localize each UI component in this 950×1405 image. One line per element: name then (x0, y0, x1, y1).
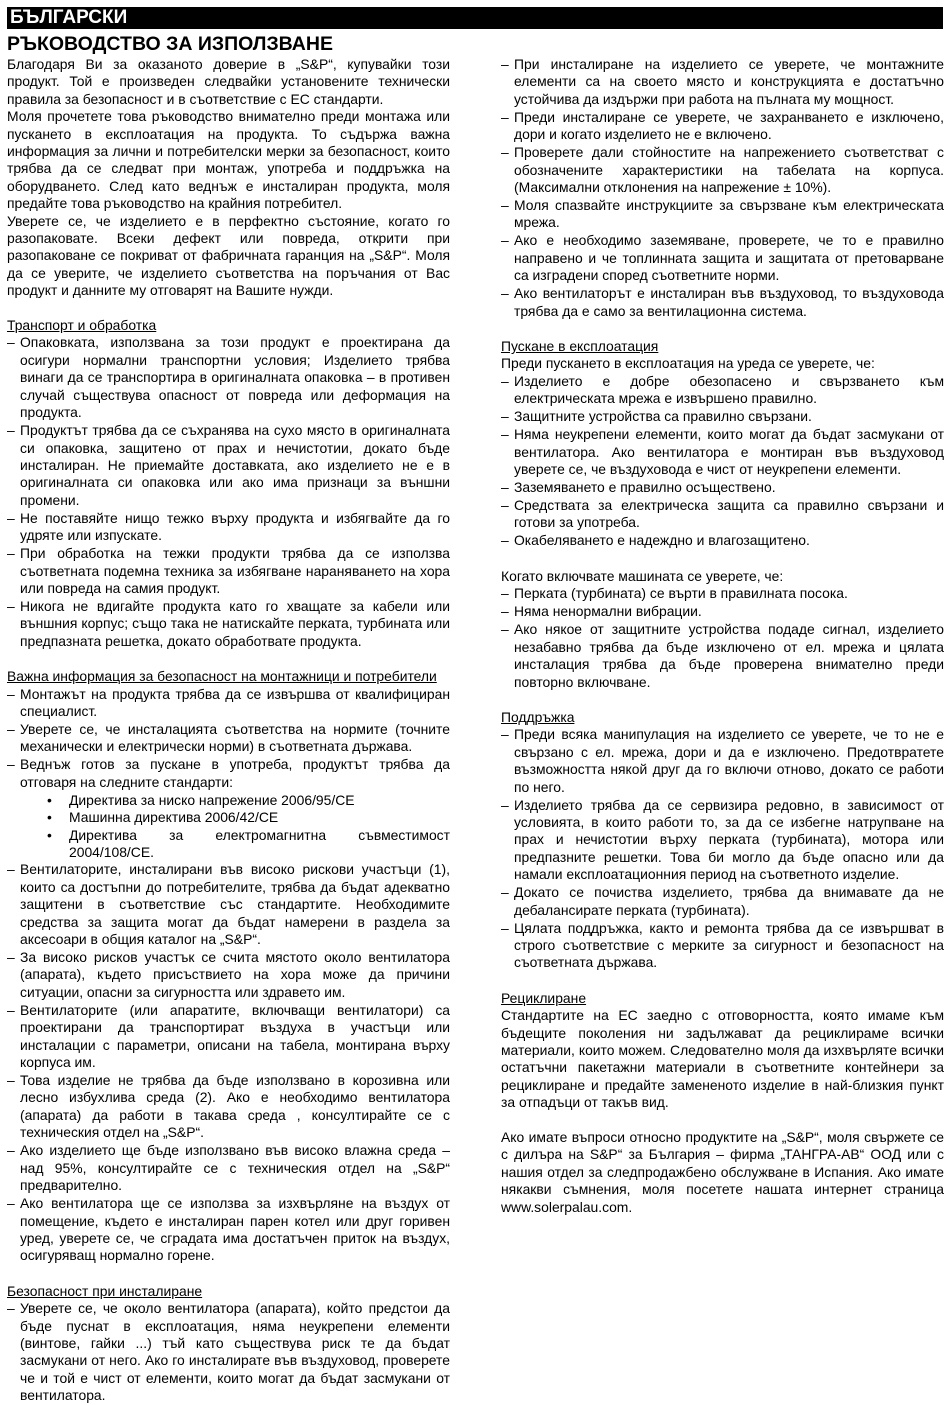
standard-item: • Машинна директива 2006/42/CE (7, 809, 450, 826)
list-item: – Опаковката, използвана за този продукт е проектирана да осигури нормални транспортни условия; Изделието трябва винаги да се транспортира в оригиналната опаковка – в противен случай съществува опасност от повреда или деформация на продукта. (7, 334, 450, 421)
list-item: – Монтажът на продукта трябва да се извършва от квалифициран специалист. (7, 686, 450, 721)
startup-list (501, 373, 944, 550)
list-item: – Веднъж готов за пускане в употреба, продуктът трябва да отговаря на следните стандарти: (7, 756, 450, 791)
list-item: – Ако е необходимо заземяване, проверете, че то е правилно направено и че топлинната защита и защитата от претоварване са изградени според съответните норми. (501, 232, 944, 284)
list-item: – Защитните устройства са правилно свързани. (501, 408, 944, 425)
page-title: РЪКОВОДСТВО ЗА ИЗПОЛЗВАНЕ (7, 33, 333, 55)
list-item: – Ако изделието ще бъде използвано във високо влажна среда – над 95%, консултирайте се с техническия отдел на „S&P“ предварително. (7, 1142, 450, 1194)
list-item: – Преди инсталиране се уверете, че захранването е изключено, дори и когато изделието не е включено. (501, 109, 944, 144)
list-item: – Вентилаторите (или апаратите, включващи вентилатори) са проектирани да транспортират въздуха в участъци или инсталации с параметри, описани на табела, монтирана върху корпуса им. (7, 1002, 450, 1072)
list-item: – Перката (турбината) се върти в правилната посока. (501, 585, 944, 602)
list-item: – Моля спазвайте инструкциите за свързване към електрическата мрежа. (501, 197, 944, 232)
list-item: – Това изделие не трябва да бъде използвано в корозивна или лесно избухлива среда (2). Ако е необходимо вентилатора (апарата) да работи в такава среда , консултирайте се с техническия отдел на „S&P“. (7, 1072, 450, 1142)
list-item: – Изделието трябва да се сервизира редовно, в зависимост от условията, в които работи то, за да се избегне натрупване на прах и нечистотии върху перката (турбината), мотора или предпазните решетки. Това би могло да бъде опасно или да намали експлоатационния период на съответното изделие. (501, 797, 944, 884)
list-item: – Няма ненормални вибрации. (501, 603, 944, 620)
list-item: – При обработка на тежки продукти трябва да се използва съответната подемна техника за избягване нараняването на хора или повреда на самия продукт. (7, 545, 450, 597)
section-heading-recycling: Рециклиране (501, 989, 587, 1006)
list-item: – Проверете дали стойностите на напрежението съответстват с обозначените характеристики на табелата на корпуса. (Максимални отклонения на напрежение ± 10%). (501, 144, 944, 196)
language-banner: БЪЛГАРСКИ (7, 7, 943, 29)
list-item: – За високо рисков участък се счита мястото около вентилатора (апарата), където присъствието на хора може да причини ситуации, опасни за сигурността или здравето им. (7, 949, 450, 1001)
list-item: – Ако вентилатора ще се използва за изхвърляне на въздух от помещение, където е инсталиран парен котел или друг горивен уред, уверете се, че сградата има достатъчен приток на въздух, осигуряващ нормално горене. (7, 1195, 450, 1265)
startup-lead-2: Когато включвате машината се уверете, че: (501, 567, 784, 584)
list-item: – При инсталиране на изделието се уверете, че монтажните елементи са на своето място и конструкцията е достатъчно устойчива да издържи при работа на пълната му мощност. (501, 56, 944, 108)
intro-paragraph: Благодаря Ви за оказаното доверие в „S&P“, купувайки този продукт. Той е произведен следвайки установените технически правила за безопасност и в съответствие с ЕС стандарти. (7, 56, 450, 107)
safety-list (7, 686, 450, 1265)
section-heading-maintenance: Поддръжка (501, 708, 575, 725)
transport-list (7, 334, 450, 650)
right-column (501, 56, 944, 1216)
intro-paragraph: Моля прочетете това ръководство внимателно преди монтажа или пускането в експлоатация на продукта. То съдържа важна информация за лични и потребителски мерки за безопасност, които трябва да се следват при монтаж, употреба и поддръжка на оборудването. След като веднъж е инсталиран продукта, моля предайте това ръководство на крайния потребител. (7, 108, 450, 212)
list-item: – Уверете се, че инсталацията съответства на нормите (точните механически и електрически норми) в съответната държава. (7, 721, 450, 756)
install-list-start (7, 1300, 450, 1404)
contact-paragraph: Ако имате въпроси относно продуктите на „S&P“, моля свържете се с дилъра на S&P“ за България – фирма „ТАНГРА-АВ“ ООД или с нашия отдел за следпродажбено обслужване в Испания. Ако имате някакви съмнения, моля посетете нашата интернет страница www.solerpalau.com. (501, 1128, 944, 1215)
section-heading-transport: Транспорт и обработка (7, 317, 157, 334)
list-item: – Заземяването е правилно осъществено. (501, 479, 944, 496)
intro-paragraph: Уверете се, че изделието е в перфектно състояние, когато го разопаковате. Всеки дефект или повреда, открити при разопаковане се покриват от фабричната гаранция на „S&P“. Моля да се уверите, че изделието съответства на поръчания от Вас продукт и данните му отговарят на Вашите нужди. (7, 212, 450, 299)
list-item: – Преди всяка манипулация на изделието се уверете, че то не е свързано с ел. мрежа, дори и да е изключено. Предотвратете възможността някой друг да го включи отново, докато се работи по него. (501, 726, 944, 796)
list-item: – Ако вентилаторът е инсталиран във въздуховод, то въздуховода трябва да е само за вентилационна система. (501, 285, 944, 320)
maintenance-list (501, 726, 944, 971)
recycling-paragraph: Стандартите на ЕС заедно с отговорността, която имаме към бъдещите поколения ни задължават да рециклираме всички материали, които можем. Следователно моля да изхвърляте всички остатъчни пакетажни материали в съответните контейнери за рециклиране и предайте замененото изделие в най-близкия пункт за отпадъци от такъв вид. (501, 1007, 944, 1111)
list-item: – Средствата за електрическа защита са правилно свързани и готови за употреба. (501, 497, 944, 532)
list-item: – Няма неукрепени елементи, които могат да бъдат засмукани от вентилатора. Ако вентилатора е монтиран във въздуховод уверете се, че въздуховода е чист от неукрепени елементи. (501, 426, 944, 478)
standard-item: • Директива за електромагнитна съвместимост 2004/108/CE. (7, 827, 450, 862)
list-item: – Продуктът трябва да се съхранява на сухо място в оригиналната си опаковка, защитено от прах и нечистотии, докато бъде инсталиран. Не приемайте доставката, ако изделието не е в оригиналната си опаковка или ако има признаци за външни промени. (7, 422, 450, 509)
section-heading-safety: Важна информация за безопасност на монтажници и потребители (7, 668, 437, 685)
section-heading-install: Безопасност при инсталиране (7, 1282, 203, 1299)
list-item: – Никога не вдигайте продукта като го хващате за кабели или външния корпус; също така не натискайте перката, турбината или предпазната решетка, докато обработвате продукта. (7, 598, 450, 650)
list-item: – Цялата поддръжка, както и ремонта трябва да се извършват в строго съответствие с мерките за сигурност и безопасност на съответната държава. (501, 920, 944, 972)
list-item: – Окабеляването е надеждно и влагозащитено. (501, 532, 944, 549)
standard-item: • Директива за ниско напрежение 2006/95/CE (7, 792, 450, 809)
list-item: – Уверете се, че около вентилатора (апарата), който предстои да бъде пуснат в експлоатация, няма неукрепени елементи (винтове, гайки ...) тъй като съществува риск те да бъдат засмукани от него. Ако го инсталирате във въздуховод, проверете че и той е чист от елементи, които могат да бъдат засмукани от вентилатора. (7, 1300, 450, 1404)
list-item: – Вентилаторите, инсталирани във високо рискови участъци (1), които са достъпни до потребителите, трябва да бъдат адекватно защитени в съответствие със стандартите. Необходимите средства за защита могат да бъдат намерени в раздела за аксесоари в общия каталог на „S&P“. (7, 861, 450, 948)
list-item: – Ако някое от защитните устройства подаде сигнал, изделието незабавно трябва да бъде изключено от ел. мрежа и цялата инсталация трябва да бъде проверена внимателно преди повторно включване. (501, 621, 944, 691)
section-heading-startup: Пускане в експлоатация (501, 338, 659, 355)
list-item: – Изделието е добре обезопасено и свързването към електрическата мрежа е извършено правилно. (501, 373, 944, 408)
list-item: – Докато се почиства изделието, трябва да внимавате да не дебалансирате перката (турбината). (501, 884, 944, 919)
left-column (7, 56, 450, 1405)
startup-list-2 (501, 585, 944, 691)
list-item: – Не поставяйте нищо тежко върху продукта и избягвайте да го удряте или изпускате. (7, 510, 450, 545)
install-list (501, 56, 944, 320)
startup-lead: Преди пускането в експлоатация на уреда се уверете, че: (501, 355, 875, 372)
